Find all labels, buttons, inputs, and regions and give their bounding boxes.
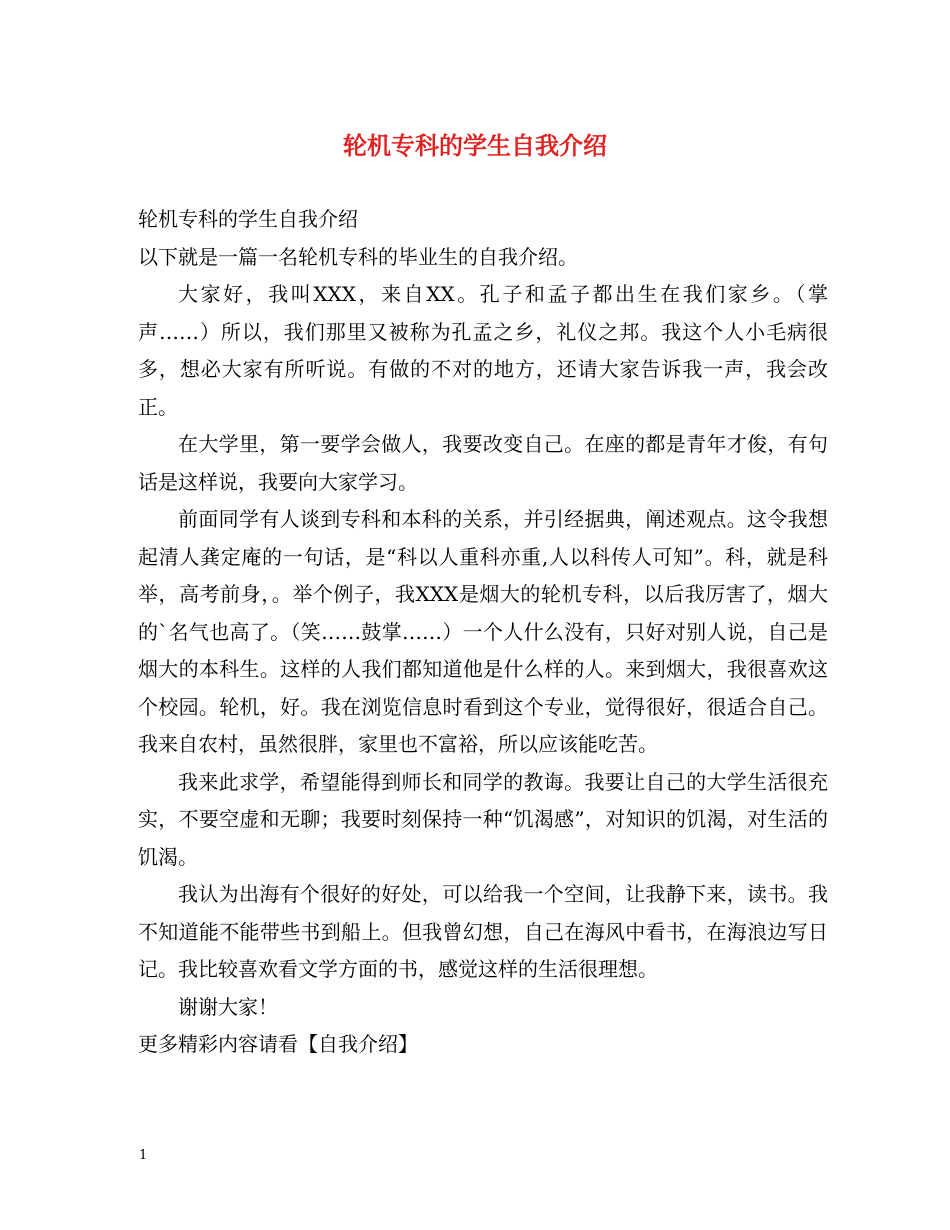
page-number: 1 (139, 1148, 148, 1163)
paragraph-study: 我来此求学，希望能得到师长和同学的教诲。我要让自己的大学生活很充实，不要空虚和无聊；我要时刻保持一种“饥渴感”，对知识的饥渴，对生活的饥渴。 (138, 769, 828, 869)
paragraph-thanks: 谢谢大家！ (178, 994, 278, 1019)
document-title: 轮机专科的学生自我介绍 (343, 131, 607, 160)
paragraph-greeting: 大家好，我叫XXX，来自XX。孔子和孟子都出生在我们家乡。（掌声……）所以，我们那里又被称为孔孟之乡，礼仪之邦。我这个人小毛病很多，想必大家有所听说。有做的不对的地方，还请大家告诉我一声，我会改正。 (138, 282, 828, 419)
intro-line: 以下就是一篇一名轮机专科的毕业生的自我介绍。 (138, 244, 578, 269)
document-body (138, 201, 828, 1064)
body-heading: 轮机专科的学生自我介绍 (138, 207, 358, 231)
paragraph-sea: 我认为出海有个很好的好处，可以给我一个空间，让我静下来，读书。我不知道能不能带些书到船上。但我曾幻想，自己在海风中看书，在海浪边写日记。我比较喜欢看文学方面的书，感觉这样的生活很理想。 (138, 882, 828, 981)
more-content-link: 更多精彩内容请看【自我介绍】 (138, 1032, 418, 1056)
paragraph-major: 前面同学有人谈到专科和本科的关系，并引经据典，阐述观点。这令我想起清人龚定庵的一句话，是“科以人重科亦重,人以科传人可知”。科，就是科举，高考前身，。举个例子，我XXX是烟大的轮机专科，以后我厉害了，烟大的`名气也高了。（笑……鼓掌……）一个人什么没有，只好对别人说，自己是烟大的本科生。这样的人我们都知道他是什么样的人。来到烟大，我很喜欢这个校园。轮机，好。我在浏览信息时看到这个专业，觉得很好，很适合自己。我来自农村，虽然很胖，家里也不富裕，所以应该能吃苦。 (138, 507, 828, 756)
paragraph-university: 在大学里，第一要学会做人，我要改变自己。在座的都是青年才俊，有句话是这样说，我要向大家学习。 (138, 432, 828, 494)
